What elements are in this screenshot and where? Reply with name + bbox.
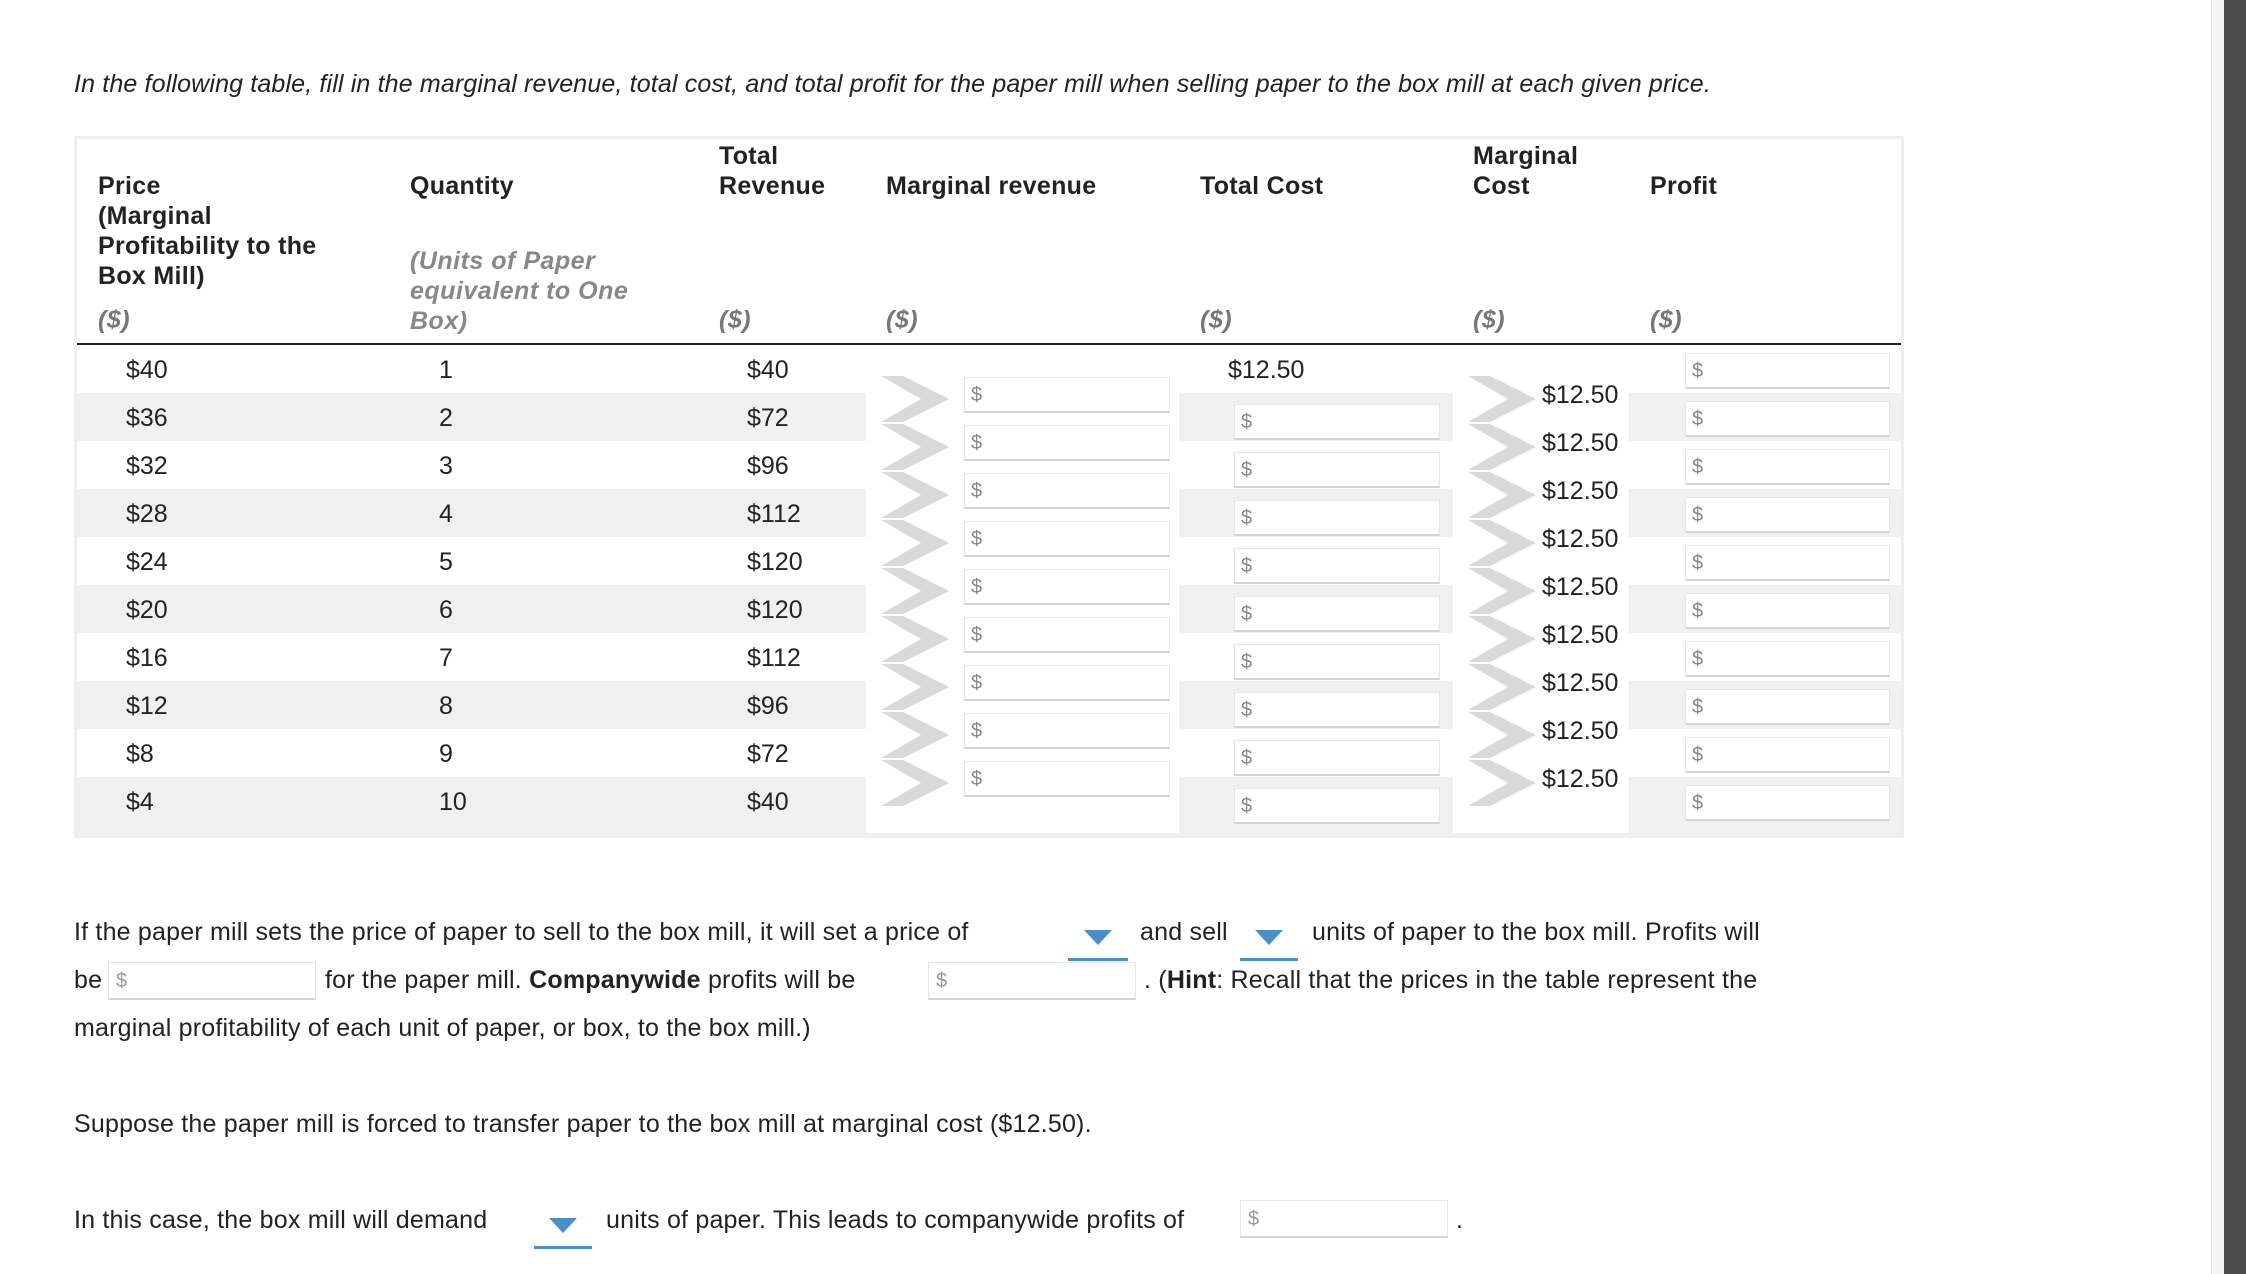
row-bracket-icon xyxy=(1468,520,1538,566)
row-bracket-icon xyxy=(881,760,951,806)
total-revenue-cell: $72 xyxy=(747,740,789,768)
price-cell: $12 xyxy=(126,692,168,720)
price-cell: $16 xyxy=(126,644,168,672)
row-bracket-shape xyxy=(881,760,949,806)
paper-mill-profit-input[interactable]: $ xyxy=(108,962,316,1000)
row-bracket-shape xyxy=(1468,712,1536,758)
total-cost-input[interactable]: $ xyxy=(1234,644,1440,680)
marginal-cost-value: $12.50 xyxy=(1542,669,1619,697)
row-bracket-icon xyxy=(1468,472,1538,518)
row-bracket-shape xyxy=(881,712,949,758)
total-revenue-cell: $72 xyxy=(747,404,789,432)
row-bracket-shape xyxy=(1468,760,1536,806)
marginal-revenue-input[interactable]: $ xyxy=(964,569,1170,605)
marginal-cost-value: $12.50 xyxy=(1542,765,1619,793)
total-revenue-cell: $40 xyxy=(747,788,789,816)
row-bracket-shape xyxy=(881,520,949,566)
price-cell: $8 xyxy=(126,740,154,768)
row-bracket-icon xyxy=(1468,376,1538,422)
total-revenue-cell: $120 xyxy=(747,548,803,576)
row-bracket-shape xyxy=(1468,472,1536,518)
row-bracket-icon xyxy=(881,616,951,662)
header-marginal-revenue: Marginal revenue xyxy=(886,172,1097,200)
header-total-revenue: Total Revenue xyxy=(719,142,826,200)
row-bracket-shape xyxy=(1468,520,1536,566)
question-1-hint: . (Hint: Recall that the prices in the table represent the xyxy=(1144,966,1758,994)
unit-total-cost: ($) xyxy=(1200,306,1233,334)
total-cost-input[interactable]: $ xyxy=(1234,500,1440,536)
marginal-cost-value: $12.50 xyxy=(1542,621,1619,649)
row-bracket-shape xyxy=(881,472,949,518)
marginal-revenue-input[interactable]: $ xyxy=(964,521,1170,557)
marginal-cost-value: $12.50 xyxy=(1542,429,1619,457)
box-mill-demand-dropdown[interactable] xyxy=(534,1208,592,1249)
total-cost-value: $12.50 xyxy=(1228,356,1305,384)
quantity-cell: 10 xyxy=(439,788,467,816)
row-bracket-icon xyxy=(881,520,951,566)
marginal-revenue-input[interactable]: $ xyxy=(964,617,1170,653)
question-1-units-text: units of paper to the box mill. Profits will xyxy=(1312,918,1760,946)
price-cell: $40 xyxy=(126,356,168,384)
row-bracket-icon xyxy=(881,376,951,422)
row-bracket-shape xyxy=(881,376,949,422)
profit-input[interactable]: $ xyxy=(1685,497,1890,533)
question-3-text-a: In this case, the box mill will demand xyxy=(74,1206,488,1234)
row-bracket-shape xyxy=(1468,568,1536,614)
header-price: Price (Marginal Profitability to the Box Mill) xyxy=(98,172,317,290)
row-bracket-icon xyxy=(881,424,951,470)
total-cost-input[interactable]: $ xyxy=(1234,596,1440,632)
question-3-text-b: units of paper. This leads to companywide profits of xyxy=(606,1206,1185,1234)
row-bracket-shape xyxy=(1468,616,1536,662)
question-1-line-3: marginal profitability of each unit of paper, or box, to the box mill.) xyxy=(74,1014,811,1042)
question-3-period: . xyxy=(1456,1206,1464,1234)
quantity-cell: 8 xyxy=(439,692,453,720)
row-bracket-shape xyxy=(1468,376,1536,422)
question-1-line-1: If the paper mill sets the price of paper to sell to the box mill, it will set a price of xyxy=(74,918,969,946)
question-1-be: be xyxy=(74,966,103,994)
marginal-cost-value: $12.50 xyxy=(1542,525,1619,553)
companywide-profit-input[interactable]: $ xyxy=(928,962,1136,1000)
total-revenue-cell: $112 xyxy=(747,644,801,672)
price-cell: $36 xyxy=(126,404,168,432)
header-quantity: Quantity xyxy=(410,172,514,200)
profit-input[interactable]: $ xyxy=(1685,545,1890,581)
marginal-cost-value: $12.50 xyxy=(1542,717,1619,745)
table-header xyxy=(77,139,1901,343)
marginal-cost-value: $12.50 xyxy=(1542,477,1619,505)
unit-marginal-revenue: ($) xyxy=(886,306,919,334)
price-cell: $20 xyxy=(126,596,168,624)
total-revenue-cell: $40 xyxy=(747,356,789,384)
quantity-cell: 3 xyxy=(439,452,453,480)
scrollbar-track[interactable] xyxy=(2211,0,2224,1274)
question-2-text: Suppose the paper mill is forced to transfer paper to the box mill at marginal cost ($12.50). xyxy=(74,1110,1092,1138)
total-revenue-cell: $96 xyxy=(747,452,789,480)
quantity-cell: 5 xyxy=(439,548,453,576)
total-revenue-cell: $120 xyxy=(747,596,803,624)
price-cell: $24 xyxy=(126,548,168,576)
companywide-profit-mc-input[interactable]: $ xyxy=(1240,1200,1448,1238)
price-dropdown[interactable] xyxy=(1068,920,1128,961)
row-bracket-icon xyxy=(881,568,951,614)
total-cost-input[interactable]: $ xyxy=(1234,692,1440,728)
price-cell: $28 xyxy=(126,500,168,528)
row-bracket-shape xyxy=(1468,664,1536,710)
row-bracket-icon xyxy=(1468,568,1538,614)
profit-input[interactable]: $ xyxy=(1685,593,1890,629)
row-bracket-shape xyxy=(881,616,949,662)
row-bracket-icon xyxy=(1468,424,1538,470)
quantity-cell: 4 xyxy=(439,500,453,528)
chevron-down-icon xyxy=(549,1218,577,1233)
unit-marginal-cost: ($) xyxy=(1473,306,1506,334)
marginal-revenue-input[interactable]: $ xyxy=(964,761,1170,797)
chevron-down-icon xyxy=(1255,930,1283,945)
row-bracket-shape xyxy=(1468,424,1536,470)
unit-price: ($) xyxy=(98,306,131,334)
marginal-revenue-input[interactable]: $ xyxy=(964,425,1170,461)
marginal-revenue-input[interactable]: $ xyxy=(964,665,1170,701)
price-cell: $4 xyxy=(126,788,154,816)
row-bracket-shape xyxy=(881,568,949,614)
row-bracket-icon xyxy=(881,712,951,758)
marginal-revenue-input[interactable]: $ xyxy=(964,473,1170,509)
row-bracket-shape xyxy=(881,424,949,470)
scrollbar-rail[interactable] xyxy=(2224,0,2246,1274)
total-revenue-cell: $112 xyxy=(747,500,801,528)
total-cost-input[interactable]: $ xyxy=(1234,548,1440,584)
instruction-text: In the following table, fill in the marginal revenue, total cost, and total profit for the paper mill when selling paper to the box mill at each given price. xyxy=(74,70,1711,98)
quantity-cell: 1 xyxy=(439,356,453,384)
quantity-cell: 7 xyxy=(439,644,453,672)
chevron-down-icon xyxy=(1084,930,1112,945)
total-cost-input[interactable]: $ xyxy=(1234,740,1440,776)
quantity-cell: 9 xyxy=(439,740,453,768)
marginal-cost-value: $12.50 xyxy=(1542,381,1619,409)
total-revenue-cell: $96 xyxy=(747,692,789,720)
row-bracket-icon xyxy=(881,664,951,710)
price-cell: $32 xyxy=(126,452,168,480)
unit-total-revenue: ($) xyxy=(719,306,752,334)
header-profit: Profit xyxy=(1650,172,1718,200)
header-quantity-units: (Units of Paper equivalent to One Box) xyxy=(410,247,629,335)
total-cost-input[interactable]: $ xyxy=(1234,404,1440,440)
row-bracket-icon xyxy=(1468,712,1538,758)
quantity-cell: 2 xyxy=(439,404,453,432)
profit-input[interactable]: $ xyxy=(1685,689,1890,725)
profit-input[interactable]: $ xyxy=(1685,353,1890,389)
question-1-and-sell: and sell xyxy=(1140,918,1228,946)
unit-profit: ($) xyxy=(1650,306,1683,334)
row-bracket-icon xyxy=(881,472,951,518)
question-1-line-2: for the paper mill. Companywide profits will be xyxy=(325,966,856,994)
row-bracket-icon xyxy=(1468,664,1538,710)
marginal-revenue-input[interactable]: $ xyxy=(964,377,1170,413)
header-marginal-cost: Marginal Cost xyxy=(1473,142,1579,200)
quantity-cell: 6 xyxy=(439,596,453,624)
header-total-cost: Total Cost xyxy=(1200,172,1324,200)
total-cost-input[interactable]: $ xyxy=(1234,452,1440,488)
profit-input[interactable]: $ xyxy=(1685,401,1890,437)
marginal-cost-value: $12.50 xyxy=(1542,573,1619,601)
row-bracket-shape xyxy=(881,664,949,710)
total-cost-input[interactable]: $ xyxy=(1234,788,1440,824)
profit-input[interactable]: $ xyxy=(1685,641,1890,677)
profit-input[interactable]: $ xyxy=(1685,785,1890,821)
row-bracket-icon xyxy=(1468,616,1538,662)
profit-input[interactable]: $ xyxy=(1685,737,1890,773)
marginal-revenue-input[interactable]: $ xyxy=(964,713,1170,749)
quantity-dropdown[interactable] xyxy=(1240,920,1298,961)
row-bracket-icon xyxy=(1468,760,1538,806)
profit-input[interactable]: $ xyxy=(1685,449,1890,485)
